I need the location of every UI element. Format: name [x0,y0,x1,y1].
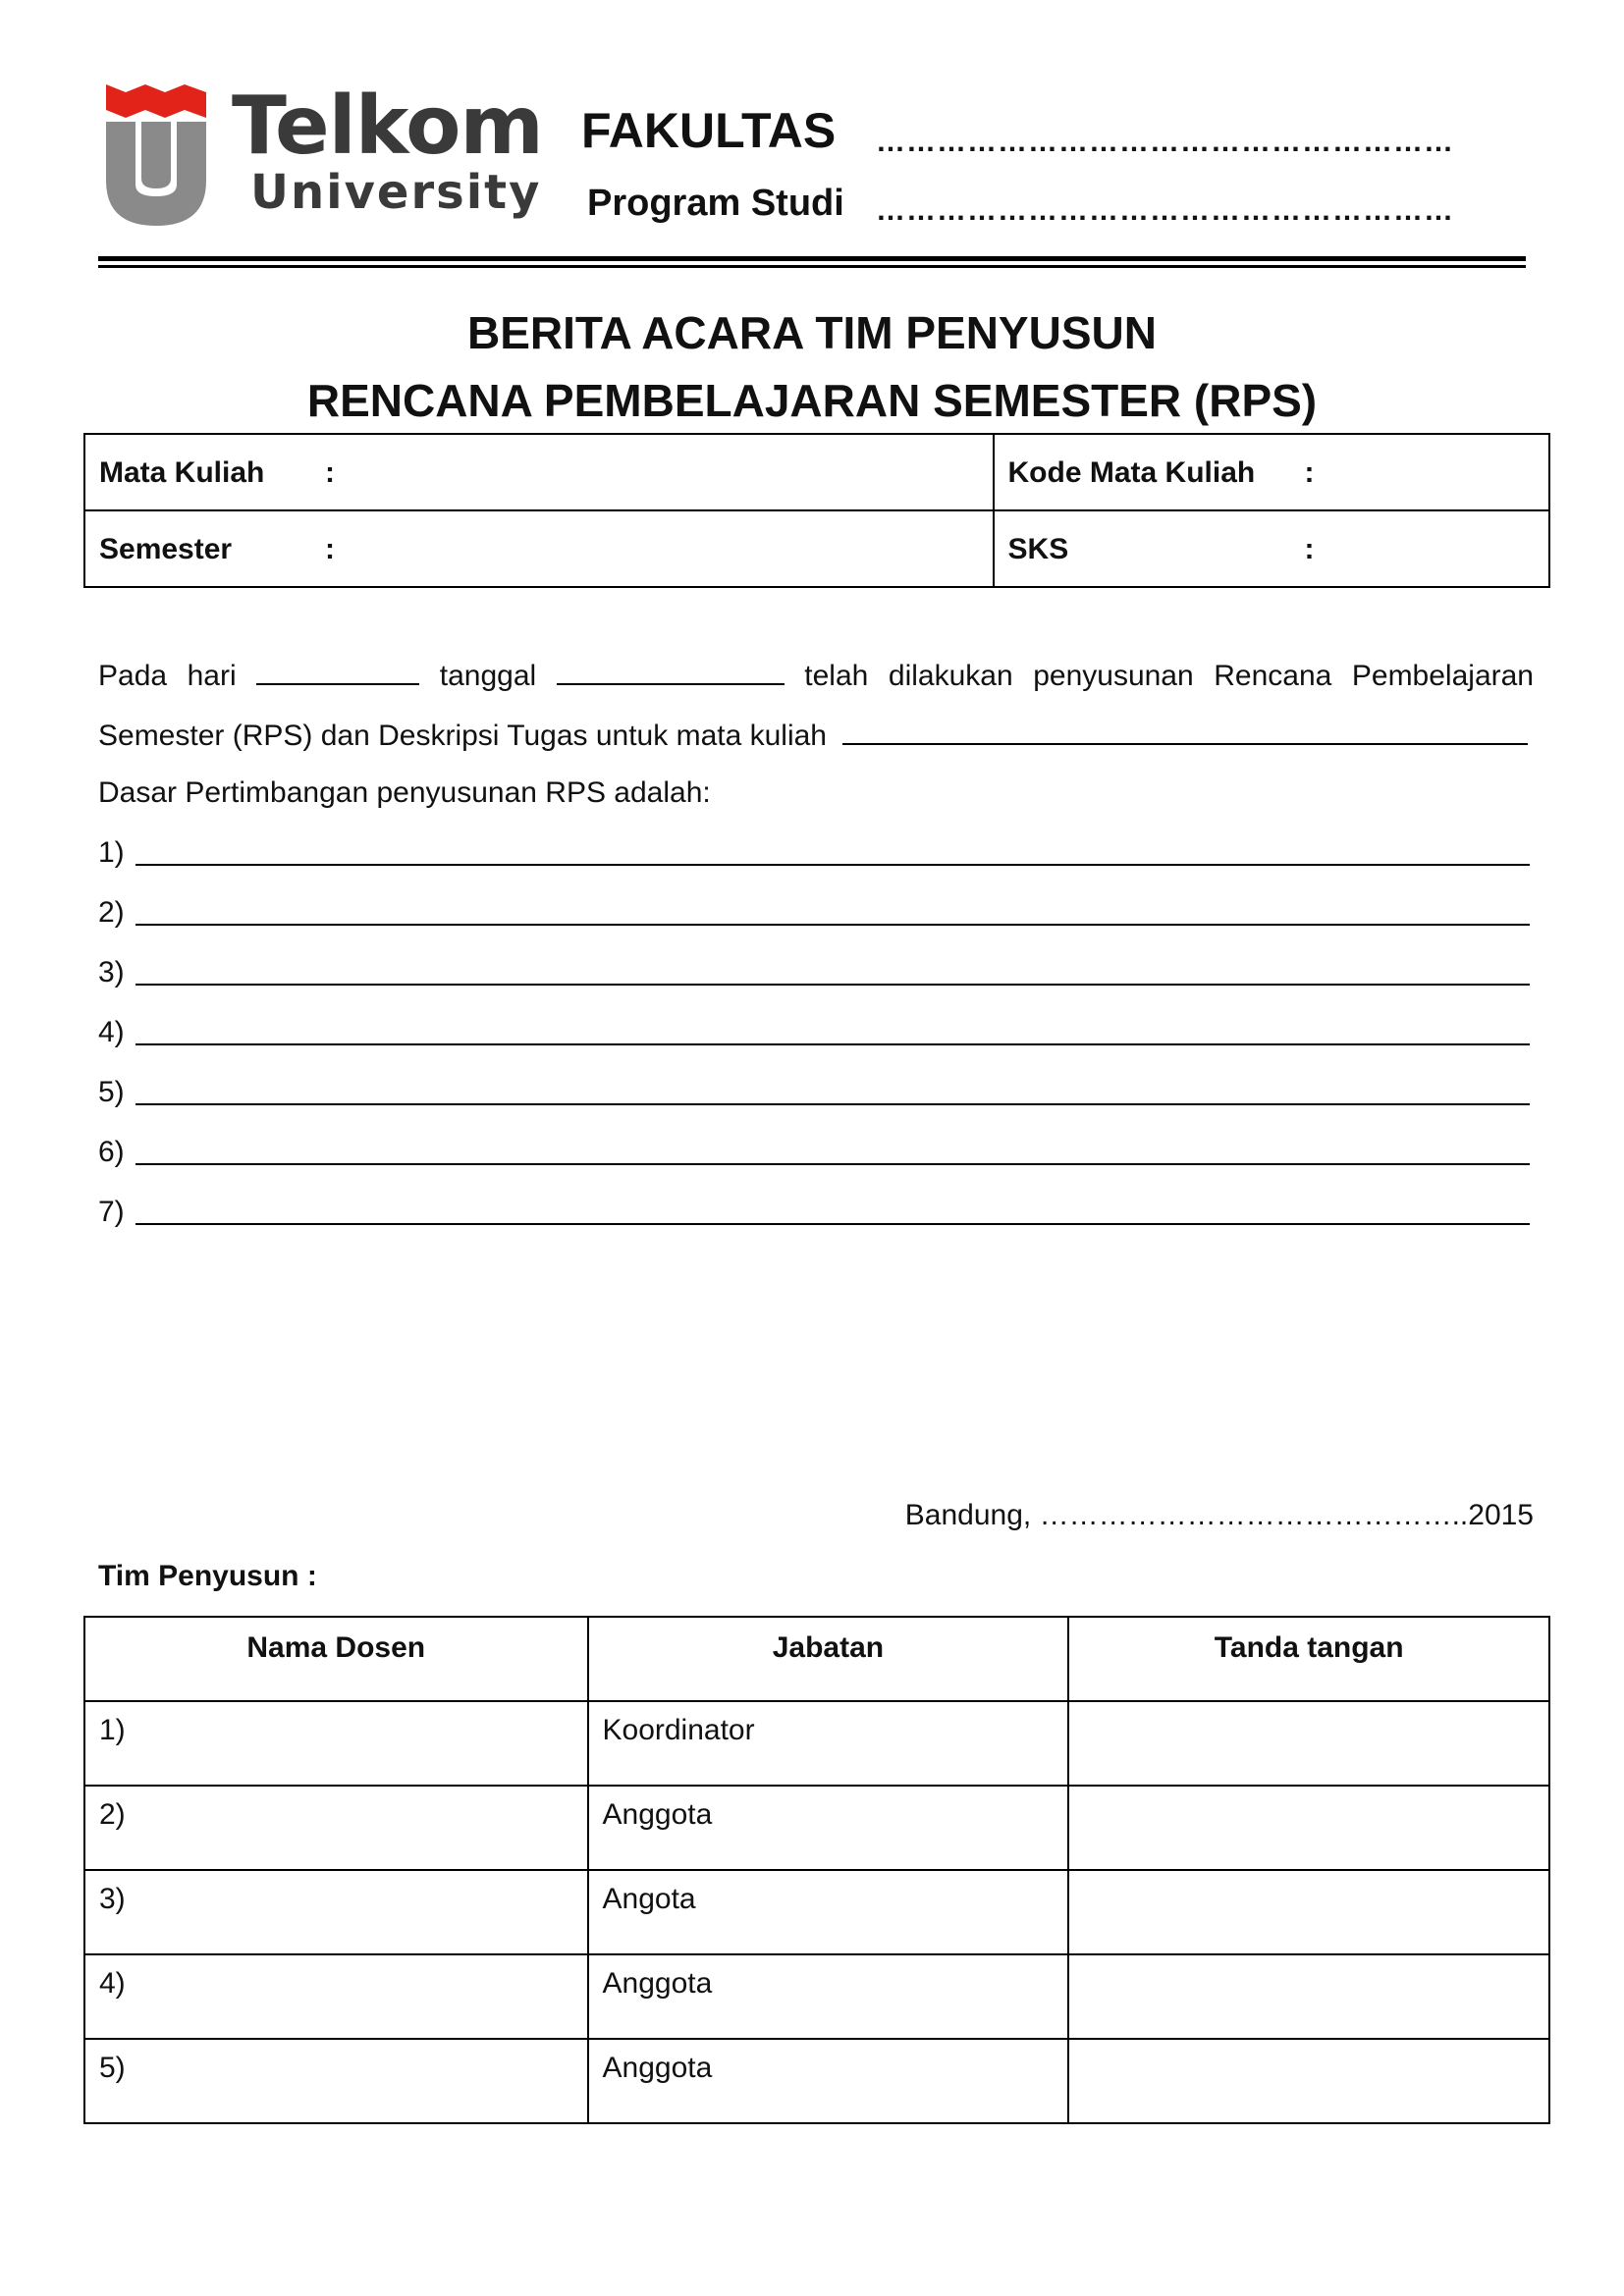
jabatan-cell: Angota [588,1870,1069,1954]
answer-line[interactable] [135,1043,1530,1045]
answer-line[interactable] [135,1223,1530,1225]
jabatan-cell: Anggota [588,1954,1069,2039]
word: tanggal [439,660,537,692]
tanda-tangan-cell[interactable] [1068,2039,1549,2123]
fakultas-label: FAKULTAS [581,103,837,158]
item-number: 1) [98,836,125,869]
program-studi-label: Program Studi [587,183,844,224]
header-rule-thick [98,256,1526,261]
jabatan-cell: Koordinator [588,1701,1069,1786]
nama-dosen-cell[interactable]: 2) [84,1786,588,1870]
tanggal-blank[interactable] [557,658,785,685]
word: penyusunan [1033,660,1194,692]
tanda-tangan-cell[interactable] [1068,1870,1549,1954]
item-number: 7) [98,1196,125,1228]
word: telah [804,660,869,692]
item-number: 3) [98,956,125,988]
nama-dosen-cell[interactable]: 3) [84,1870,588,1954]
sks-cell[interactable] [994,510,1549,587]
item-number: 4) [98,1016,125,1048]
word: dilakukan [888,660,1013,692]
mata-kuliah-cell[interactable] [84,434,994,510]
colon: : [325,456,335,489]
item-number: 2) [98,896,125,929]
table-row [84,1954,1549,2039]
table-header-row [84,1617,1549,1701]
paragraph-line-1 [98,658,1534,691]
kode-mata-kuliah-cell[interactable] [994,434,1549,510]
team-table [83,1616,1550,2124]
sks-label: SKS [1007,533,1069,565]
telkom-university-logo [106,82,206,226]
table-row [84,1870,1549,1954]
column-header: Tanda tangan [1068,1617,1549,1701]
hari-blank[interactable] [256,658,419,685]
paragraph-text: Semester (RPS) dan Deskripsi Tugas untuk mata kuliah [98,720,827,752]
word: hari [187,660,237,692]
column-header: Nama Dosen [84,1617,588,1701]
course-info-table [83,433,1550,588]
column-header: Jabatan [588,1617,1069,1701]
place-date[interactable]: Bandung, ……………………………………..2015 [904,1499,1534,1531]
tanda-tangan-cell[interactable] [1068,1954,1549,2039]
nama-dosen-cell[interactable]: 5) [84,2039,588,2123]
nama-dosen-cell[interactable]: 4) [84,1954,588,2039]
paragraph-line-3: Dasar Pertimbangan penyusunan RPS adalah: [98,776,711,809]
nama-dosen-cell[interactable]: 1) [84,1701,588,1786]
tanda-tangan-cell[interactable] [1068,1701,1549,1786]
table-row [84,1701,1549,1786]
item-number: 6) [98,1136,125,1168]
table-row [84,2039,1549,2123]
mata-kuliah-blank[interactable] [842,718,1528,745]
fakultas-value[interactable]: ………………………………………………… [876,128,1454,157]
semester-cell[interactable] [84,510,994,587]
jabatan-cell: Anggota [588,1786,1069,1870]
word: Pada [98,660,168,692]
answer-line[interactable] [135,924,1530,926]
table-row [84,1786,1549,1870]
answer-line[interactable] [135,1103,1530,1105]
document-title: BERITA ACARA TIM PENYUSUN [467,307,1157,358]
brand-name: Telkom [232,80,543,173]
brand-subtitle: University [250,165,542,220]
jabatan-cell: Anggota [588,2039,1069,2123]
word: Rencana [1214,660,1332,692]
answer-line[interactable] [135,1163,1530,1165]
kode-mata-kuliah-label: Kode Mata Kuliah [1007,456,1256,489]
mata-kuliah-label: Mata Kuliah [99,456,265,489]
document-subtitle: RENCANA PEMBELAJARAN SEMESTER (RPS) [306,375,1318,426]
colon: : [1304,456,1315,489]
paragraph-line-2 [98,718,1534,751]
team-label: Tim Penyusun : [98,1560,317,1592]
colon: : [1304,533,1315,565]
semester-label: Semester [99,533,233,565]
answer-line[interactable] [135,864,1530,866]
answer-line[interactable] [135,984,1530,986]
program-studi-value[interactable]: ………………………………………………… [876,196,1454,226]
word: Pembelajaran [1351,660,1534,692]
header-rule-thin [98,265,1526,268]
colon: : [325,533,335,565]
item-number: 5) [98,1076,125,1108]
tanda-tangan-cell[interactable] [1068,1786,1549,1870]
